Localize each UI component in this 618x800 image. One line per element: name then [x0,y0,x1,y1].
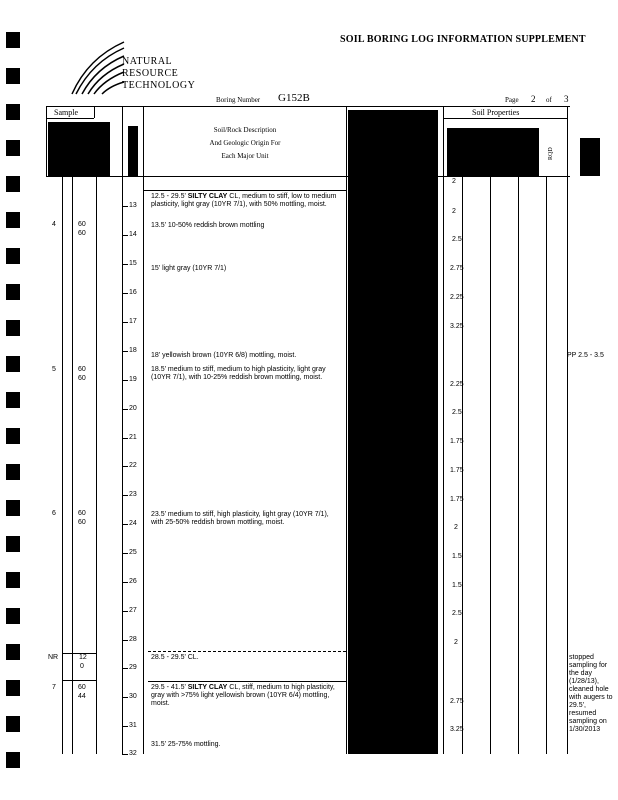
pp-value: 2.25 [450,294,464,301]
document-title: SOIL BORING LOG INFORMATION SUPPLEMENT [340,34,586,45]
sample-length: 60 [78,366,86,373]
sample-length: 60 [78,684,86,691]
pp-value: 2 [454,639,458,646]
rqd-header: RQD [548,147,554,160]
page-current: 2 [531,94,536,104]
description-header-line-1: Soil/Rock Description [213,126,277,134]
description-entry: 13.5' 10-50% reddish brown mottling [151,222,265,229]
page-label: Page [505,96,519,104]
logo-text-line-1: NATURAL [122,56,173,67]
sample-length: 60 [78,510,86,517]
pp-value: 2.5 [452,236,462,243]
depth-label: 14 [129,231,137,238]
depth-label: 22 [129,462,137,469]
sample-number: 4 [52,221,56,228]
logo-text-line-3: TECHNOLOGY [122,80,196,91]
page-total: 3 [564,94,569,104]
pp-value: 1.75 [450,496,464,503]
depth-label: 27 [129,607,137,614]
depth-label: 16 [129,289,137,296]
redacted-sample-header [48,122,110,176]
pp-value: 2.5 [452,610,462,617]
redacted-graphic-log [348,110,438,754]
sample-recovery: 0 [80,663,84,670]
sample-recovery: 44 [78,693,86,700]
description-entry: 18.5' medium to stiff, medium to high plasticity, light gray (10YR 7/1), with 10-25% reddish brown mottling, moist. [151,366,326,381]
description-header-line-2: And Geologic Origin For [209,139,281,147]
redacted-properties-header [447,128,539,176]
sample-number: NR [48,654,59,661]
pp-value: 2 [452,178,456,185]
depth-label: 19 [129,376,137,383]
logo-text-line-2: RESOURCE [122,68,179,79]
depth-label: 18 [129,347,137,354]
company-logo-icon [70,38,126,96]
description-header-line-3: Each Major Unit [221,152,269,160]
redacted-depth-header [128,126,138,176]
depth-label: 24 [129,520,137,527]
depth-label: 13 [129,202,137,209]
boring-number: G152B [278,92,310,104]
depth-label: 31 [129,722,137,729]
pp-value: 1.75 [450,438,464,445]
depth-label: 21 [129,434,137,441]
sample-length: 60 [78,221,86,228]
remark-pp-range: PP 2.5 - 3.5 [567,352,604,359]
sample-number: 7 [52,684,56,691]
description-entry: 12.5 - 29.5' SILTY CLAY CL, medium to stiff, low to medium plasticity, light gray (10YR 7/1), with 50% mottling, moist. [151,193,337,208]
pp-value: 2.75 [450,265,464,272]
sample-length: 12 [79,654,87,661]
depth-label: 17 [129,318,137,325]
description-entry: 28.5 - 29.5' CL. [151,654,199,661]
pp-value: 2.5 [452,409,462,416]
description-entry: 23.5' medium to stiff, high plasticity, light gray (10YR 7/1), with 25-50% reddish brown mottling, moist. [151,511,329,526]
sample-number: 6 [52,510,56,517]
sample-number: 5 [52,366,56,373]
pp-value: 2 [452,208,456,215]
depth-label: 25 [129,549,137,556]
description-entry: 18' yellowish brown (10YR 6/8) mottling, moist. [151,352,297,359]
page-of-label: of [546,96,552,104]
sample-recovery: 60 [78,230,86,237]
boring-number-label: Boring Number [216,96,261,104]
pp-value: 3.25 [450,323,464,330]
description-entry: 15' light gray (10YR 7/1) [151,265,227,272]
depth-label: 32 [129,750,137,757]
depth-label: 29 [129,664,137,671]
sample-column-header: Sample [54,108,78,117]
pp-value: 3.25 [450,726,464,733]
depth-label: 30 [129,693,137,700]
sample-recovery: 60 [78,375,86,382]
pp-value: 1.75 [450,467,464,474]
pp-value: 2 [454,524,458,531]
pp-value: 2.25 [450,381,464,388]
description-entry: 31.5' 25-75% mottling. [151,741,221,748]
depth-label: 15 [129,260,137,267]
depth-label: 23 [129,491,137,498]
pp-value: 2.75 [450,698,464,705]
pp-value: 1.5 [452,553,462,560]
redacted-remarks-header [580,138,600,176]
remark-stop-note: stopped sampling for the day (1/28/13), cleaned hole with augers to 29.5', resumed sampling on 1/30/2013 [569,654,613,733]
sample-recovery: 60 [78,519,86,526]
depth-label: 28 [129,636,137,643]
depth-label: 20 [129,405,137,412]
soil-properties-header: Soil Properties [472,108,520,117]
description-entry: 29.5 - 41.5' SILTY CLAY CL, stiff, medium to high plasticity, gray with >75% light yellowish brown (10YR 6/4) mottling, moist. [151,684,335,707]
depth-label: 26 [129,578,137,585]
pp-value: 1.5 [452,582,462,589]
